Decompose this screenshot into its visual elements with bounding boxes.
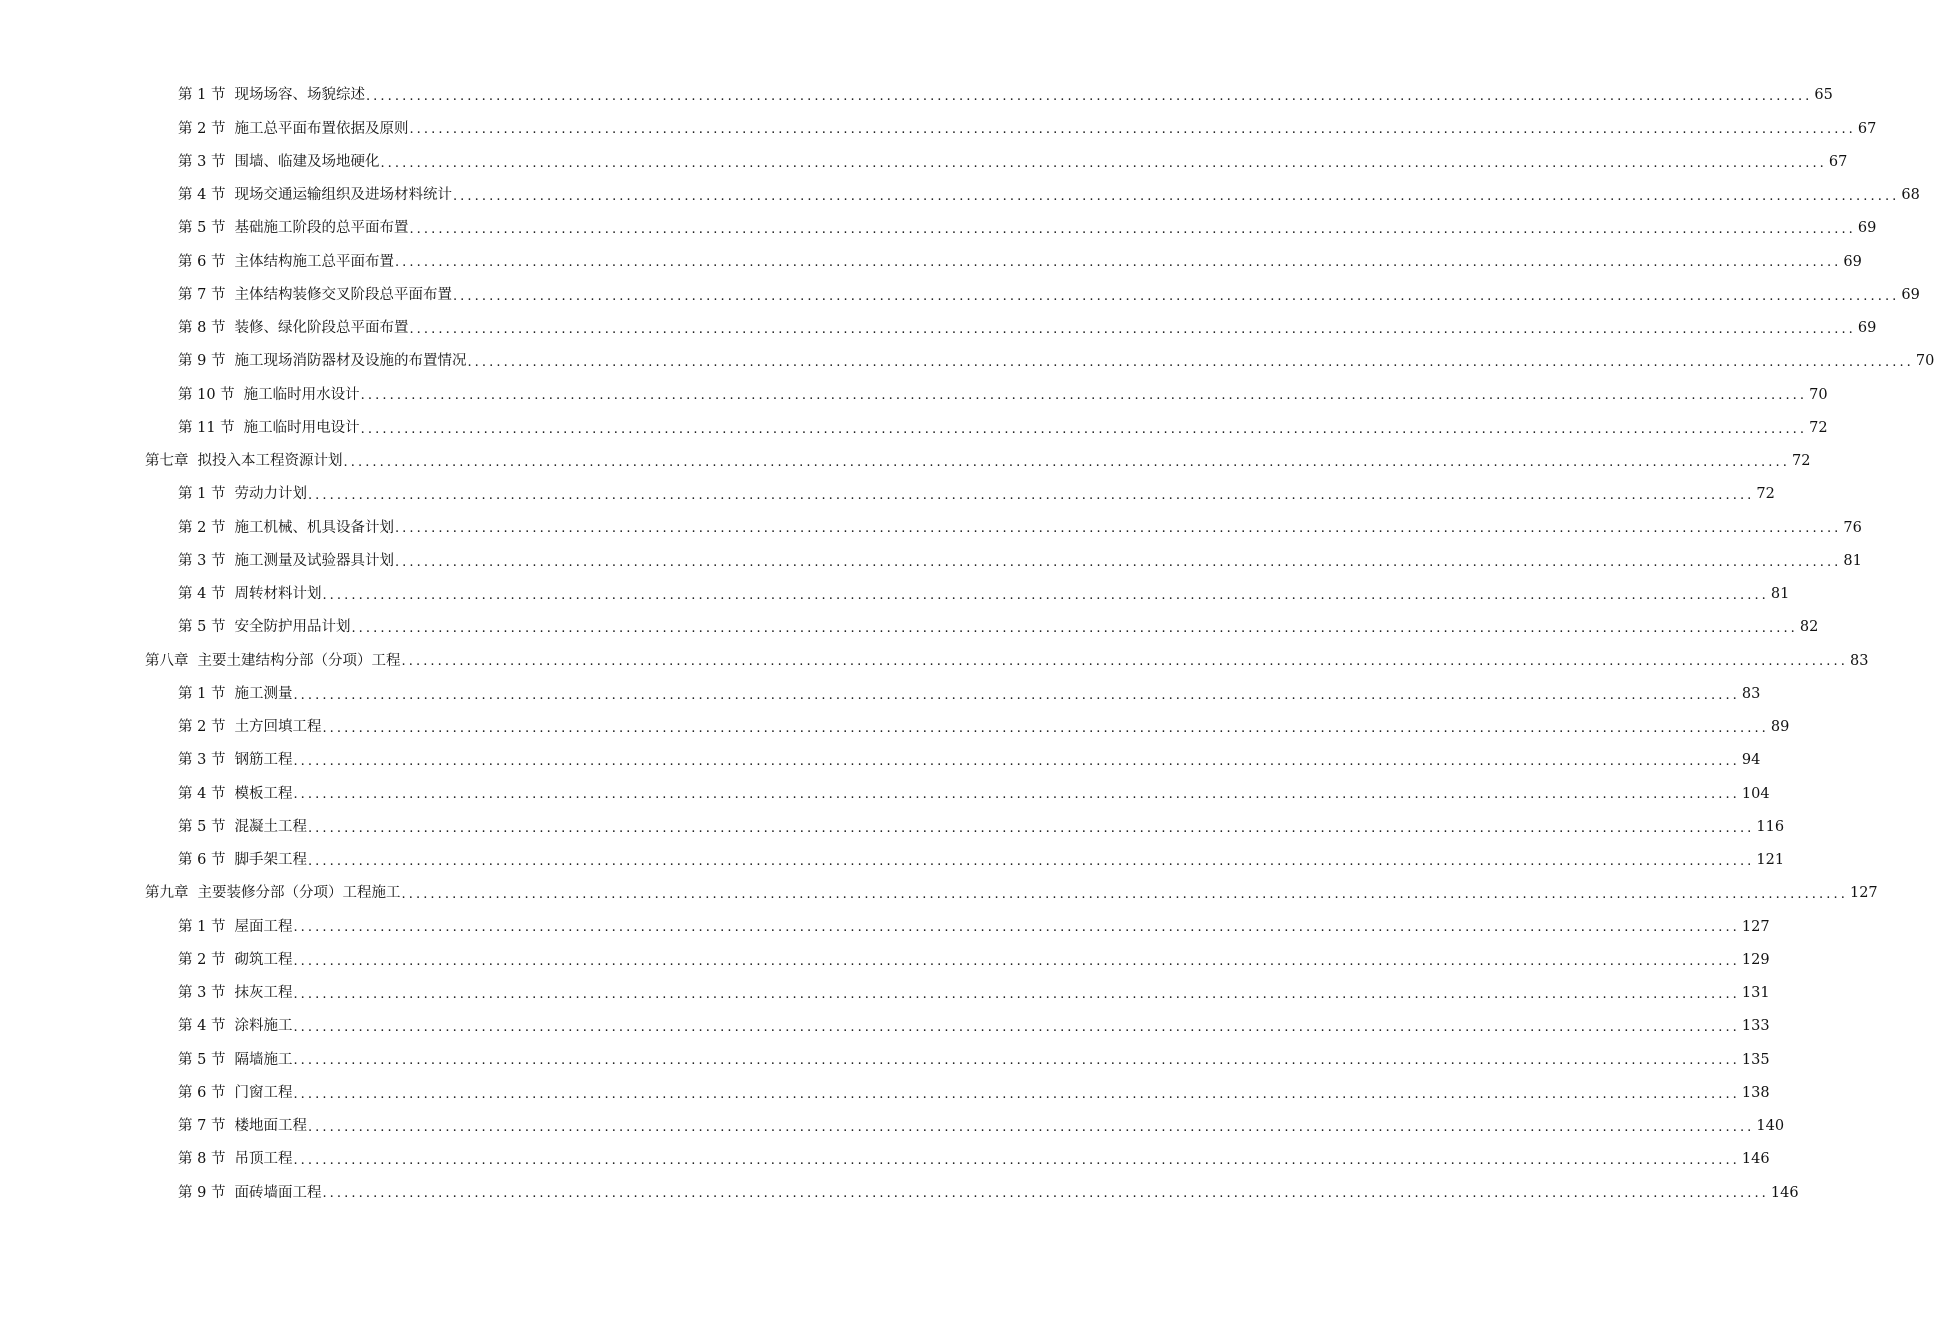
toc-chapter-entry (0, 877, 1878, 910)
toc-entry-number: 第 3 节 (178, 752, 226, 769)
toc-entry-title: 抹灰工程 (234, 985, 293, 1002)
toc-entry-page-number: 129 (1741, 951, 1770, 968)
toc-section-entry (0, 312, 1877, 345)
toc-entry-number: 第 4 节 (178, 1018, 226, 1035)
toc-entry-page-number: 65 (1814, 87, 1833, 104)
toc-section-entry (0, 678, 1761, 711)
toc-entry-title: 安全防护用品计划 (234, 619, 351, 636)
toc-section-entry (0, 611, 1819, 644)
toc-entry-number: 第 3 节 (178, 985, 226, 1002)
toc-section-entry (0, 910, 1770, 943)
toc-entry-page-number: 69 (1857, 320, 1877, 337)
toc-dot-leader: ........................................................................................................................................................................................................ (293, 1086, 1740, 1102)
toc-dot-leader: ........................................................................................................................................................................................................ (401, 654, 1848, 670)
toc-entry-title: 施工临时用水设计 (243, 386, 360, 403)
toc-dot-leader: ........................................................................................................................................................................................................ (293, 920, 1740, 936)
toc-entry-page-number: 81 (1770, 586, 1790, 603)
toc-entry-number: 第 4 节 (178, 187, 226, 204)
toc-dot-leader: ........................................................................................................................................................................................................ (307, 488, 1755, 504)
toc-entry-number: 第 2 节 (178, 120, 226, 137)
toc-entry-page-number: 146 (1741, 1151, 1770, 1168)
toc-entry-number: 第 3 节 (178, 552, 226, 569)
toc-entry-page-number: 146 (1770, 1184, 1799, 1201)
toc-section-entry (0, 345, 1934, 378)
toc-entry-number: 第 2 节 (178, 719, 226, 736)
toc-entry-title: 脚手架工程 (234, 852, 307, 869)
toc-chapter-entry (0, 644, 1869, 677)
toc-entry-title: 现场交通运输组织及进场材料统计 (234, 187, 452, 204)
toc-dot-leader: ........................................................................................................................................................................................................ (452, 188, 1900, 204)
toc-entry-page-number: 68 (1901, 187, 1920, 204)
toc-entry-page-number: 131 (1741, 985, 1770, 1002)
toc-entry-title: 装修、绿化阶段总平面布置 (234, 320, 409, 337)
toc-entry-page-number: 104 (1741, 785, 1770, 802)
toc-entry-title: 涂料施工 (234, 1018, 293, 1035)
toc-entry-number: 第 9 节 (178, 353, 226, 370)
toc-entry-title: 面砖墙面工程 (234, 1184, 322, 1201)
toc-entry-title: 现场场容、场貌综述 (234, 87, 365, 104)
toc-section-entry (0, 811, 1785, 844)
toc-section-entry (0, 212, 1877, 245)
toc-section-entry (0, 944, 1770, 977)
toc-entry-page-number: 72 (1791, 453, 1811, 470)
toc-entry-page-number: 135 (1741, 1051, 1770, 1068)
toc-entry-page-number: 83 (1741, 685, 1761, 702)
toc-entry-title: 主体结构施工总平面布置 (234, 253, 394, 270)
toc-entry-number: 第 7 节 (178, 1118, 226, 1135)
toc-entry-number: 第八章 (145, 652, 189, 669)
toc-entry-title: 施工总平面布置依据及原则 (234, 120, 409, 137)
toc-section-entry (0, 777, 1770, 810)
toc-entry-title: 施工现场消防器材及设施的布置情况 (234, 353, 467, 370)
toc-dot-leader: ........................................................................................................................................................................................................ (365, 89, 1813, 105)
toc-entry-page-number: 72 (1756, 486, 1775, 503)
toc-entry-number: 第九章 (145, 885, 189, 902)
toc-entry-page-number: 138 (1741, 1084, 1770, 1101)
toc-section-entry (0, 711, 1790, 744)
toc-entry-title: 拟投入本工程资源计划 (197, 453, 343, 470)
toc-entry-title: 主要土建结构分部（分项）工程 (197, 652, 401, 669)
toc-dot-leader: ........................................................................................................................................................................................................ (322, 720, 1769, 736)
toc-entry-page-number: 81 (1843, 552, 1862, 569)
toc-dot-leader: ........................................................................................................................................................................................................ (293, 687, 1740, 703)
toc-dot-leader: ........................................................................................................................................................................................................ (343, 454, 1790, 470)
toc-entry-title: 主体结构装修交叉阶段总平面布置 (234, 286, 452, 303)
toc-dot-leader: ........................................................................................................................................................................................................ (307, 1119, 1755, 1135)
toc-entry-number: 第 7 节 (178, 286, 226, 303)
toc-entry-number: 第 11 节 (178, 419, 235, 436)
toc-entry-title: 隔墙施工 (234, 1051, 293, 1068)
toc-entry-number: 第 4 节 (178, 785, 226, 802)
toc-entry-number: 第 6 节 (178, 852, 226, 869)
toc-section-entry (0, 112, 1877, 145)
toc-entry-title: 钢筋工程 (234, 752, 293, 769)
toc-entry-page-number: 127 (1849, 885, 1878, 902)
toc-dot-leader: ........................................................................................................................................................................................................ (307, 820, 1755, 836)
toc-entry-page-number: 76 (1843, 519, 1862, 536)
toc-entry-title: 砌筑工程 (234, 951, 293, 968)
toc-entry-page-number: 67 (1857, 120, 1877, 137)
toc-entry-title: 围墙、临建及场地硬化 (234, 153, 380, 170)
toc-section-entry (0, 1010, 1770, 1043)
toc-dot-leader: ........................................................................................................................................................................................................ (322, 587, 1769, 603)
toc-section-entry (0, 578, 1790, 611)
toc-entry-number: 第 2 节 (178, 519, 226, 536)
toc-dot-leader: ........................................................................................................................................................................................................ (322, 1186, 1769, 1202)
toc-section-entry (0, 744, 1761, 777)
toc-entry-title: 施工临时用电设计 (243, 419, 360, 436)
toc-entry-page-number: 116 (1756, 818, 1785, 835)
toc-entry-page-number: 72 (1809, 419, 1828, 436)
toc-dot-leader: ........................................................................................................................................................................................................ (394, 255, 1842, 271)
toc-entry-page-number: 89 (1770, 719, 1790, 736)
toc-entry-number: 第 5 节 (178, 1051, 226, 1068)
toc-dot-leader: ........................................................................................................................................................................................................ (293, 1053, 1740, 1069)
toc-entry-number: 第 1 节 (178, 918, 226, 935)
toc-section-entry (0, 79, 1833, 112)
toc-section-entry (0, 545, 1862, 578)
toc-entry-number: 第 5 节 (178, 818, 226, 835)
toc-entry-number: 第 1 节 (178, 685, 226, 702)
toc-dot-leader: ........................................................................................................................................................................................................ (394, 521, 1842, 537)
toc-entry-number: 第 2 节 (178, 951, 226, 968)
toc-entry-number: 第 1 节 (178, 87, 226, 104)
toc-entry-page-number: 133 (1741, 1018, 1770, 1035)
toc-entry-page-number: 69 (1857, 220, 1877, 237)
toc-section-entry (0, 1077, 1770, 1110)
toc-entry-title: 吊顶工程 (234, 1151, 293, 1168)
toc-chapter-entry (0, 445, 1811, 478)
toc-section-entry (0, 1176, 1799, 1209)
toc-entry-page-number: 69 (1843, 253, 1862, 270)
toc-entry-page-number: 67 (1828, 153, 1848, 170)
toc-dot-leader: ........................................................................................................................................................................................................ (360, 421, 1808, 437)
toc-entry-title: 主要装修分部（分项）工程施工 (197, 885, 401, 902)
toc-entry-number: 第 4 节 (178, 586, 226, 603)
toc-dot-leader: ........................................................................................................................................................................................................ (307, 853, 1755, 869)
toc-entry-page-number: 70 (1809, 386, 1828, 403)
toc-section-entry (0, 1043, 1770, 1076)
toc-entry-page-number: 83 (1849, 652, 1869, 669)
toc-section-entry (0, 1143, 1770, 1176)
toc-section-entry (0, 412, 1828, 445)
toc-dot-leader: ........................................................................................................................................................................................................ (452, 288, 1900, 304)
toc-entry-page-number: 69 (1901, 286, 1920, 303)
toc-entry-number: 第 1 节 (178, 486, 226, 503)
toc-entry-title: 屋面工程 (234, 918, 293, 935)
toc-dot-leader: ........................................................................................................................................................................................................ (360, 388, 1808, 404)
toc-entry-number: 第 8 节 (178, 1151, 226, 1168)
toc-section-entry (0, 146, 1848, 179)
toc-entry-number: 第七章 (145, 453, 189, 470)
toc-dot-leader: ........................................................................................................................................................................................................ (380, 155, 1827, 171)
toc-entry-title: 劳动力计划 (234, 486, 307, 503)
toc-entry-title: 基础施工阶段的总平面布置 (234, 220, 409, 237)
toc-entry-number: 第 5 节 (178, 619, 226, 636)
toc-dot-leader: ........................................................................................................................................................................................................ (351, 621, 1798, 637)
toc-section-entry (0, 1110, 1785, 1143)
toc-dot-leader: ........................................................................................................................................................................................................ (394, 554, 1842, 570)
toc-entry-number: 第 9 节 (178, 1184, 226, 1201)
toc-entry-page-number: 127 (1741, 918, 1770, 935)
toc-dot-leader: ........................................................................................................................................................................................................ (293, 953, 1740, 969)
toc-entry-title: 混凝土工程 (234, 818, 307, 835)
toc-dot-leader: ........................................................................................................................................................................................................ (293, 1153, 1740, 1169)
toc-entry-page-number: 94 (1741, 752, 1761, 769)
toc-dot-leader: ........................................................................................................................................................................................................ (409, 222, 1856, 238)
toc-entry-number: 第 5 节 (178, 220, 226, 237)
toc-entry-title: 土方回填工程 (234, 719, 322, 736)
toc-entry-page-number: 70 (1915, 353, 1934, 370)
toc-entry-page-number: 121 (1756, 852, 1785, 869)
toc-entry-number: 第 3 节 (178, 153, 226, 170)
toc-entry-title: 模板工程 (234, 785, 293, 802)
toc-entry-number: 第 6 节 (178, 1084, 226, 1101)
toc-entry-number: 第 10 节 (178, 386, 235, 403)
toc-section-entry (0, 279, 1920, 312)
toc-dot-leader: ........................................................................................................................................................................................................ (293, 986, 1740, 1002)
toc-entry-title: 楼地面工程 (234, 1118, 307, 1135)
toc-section-entry (0, 378, 1828, 411)
toc-entry-number: 第 6 节 (178, 253, 226, 270)
toc-entry-title: 施工机械、机具设备计划 (234, 519, 394, 536)
table-of-contents (0, 79, 1934, 1210)
toc-entry-page-number: 82 (1799, 619, 1819, 636)
toc-section-entry (0, 977, 1770, 1010)
toc-section-entry (0, 478, 1775, 511)
toc-section-entry (0, 844, 1785, 877)
toc-entry-title: 施工测量 (234, 685, 293, 702)
toc-entry-number: 第 8 节 (178, 320, 226, 337)
toc-dot-leader: ........................................................................................................................................................................................................ (401, 887, 1848, 903)
toc-entry-title: 施工测量及试验器具计划 (234, 552, 394, 569)
toc-dot-leader: ........................................................................................................................................................................................................ (409, 321, 1856, 337)
toc-dot-leader: ........................................................................................................................................................................................................ (293, 754, 1740, 770)
toc-entry-title: 周转材料计划 (234, 586, 322, 603)
toc-section-entry (0, 179, 1920, 212)
toc-section-entry (0, 511, 1862, 544)
toc-entry-title: 门窗工程 (234, 1084, 293, 1101)
toc-section-entry (0, 245, 1862, 278)
toc-dot-leader: ........................................................................................................................................................................................................ (409, 122, 1856, 138)
toc-dot-leader: ........................................................................................................................................................................................................ (293, 1020, 1740, 1036)
toc-dot-leader: ........................................................................................................................................................................................................ (467, 355, 1914, 371)
toc-dot-leader: ........................................................................................................................................................................................................ (293, 787, 1740, 803)
toc-entry-page-number: 140 (1756, 1118, 1785, 1135)
